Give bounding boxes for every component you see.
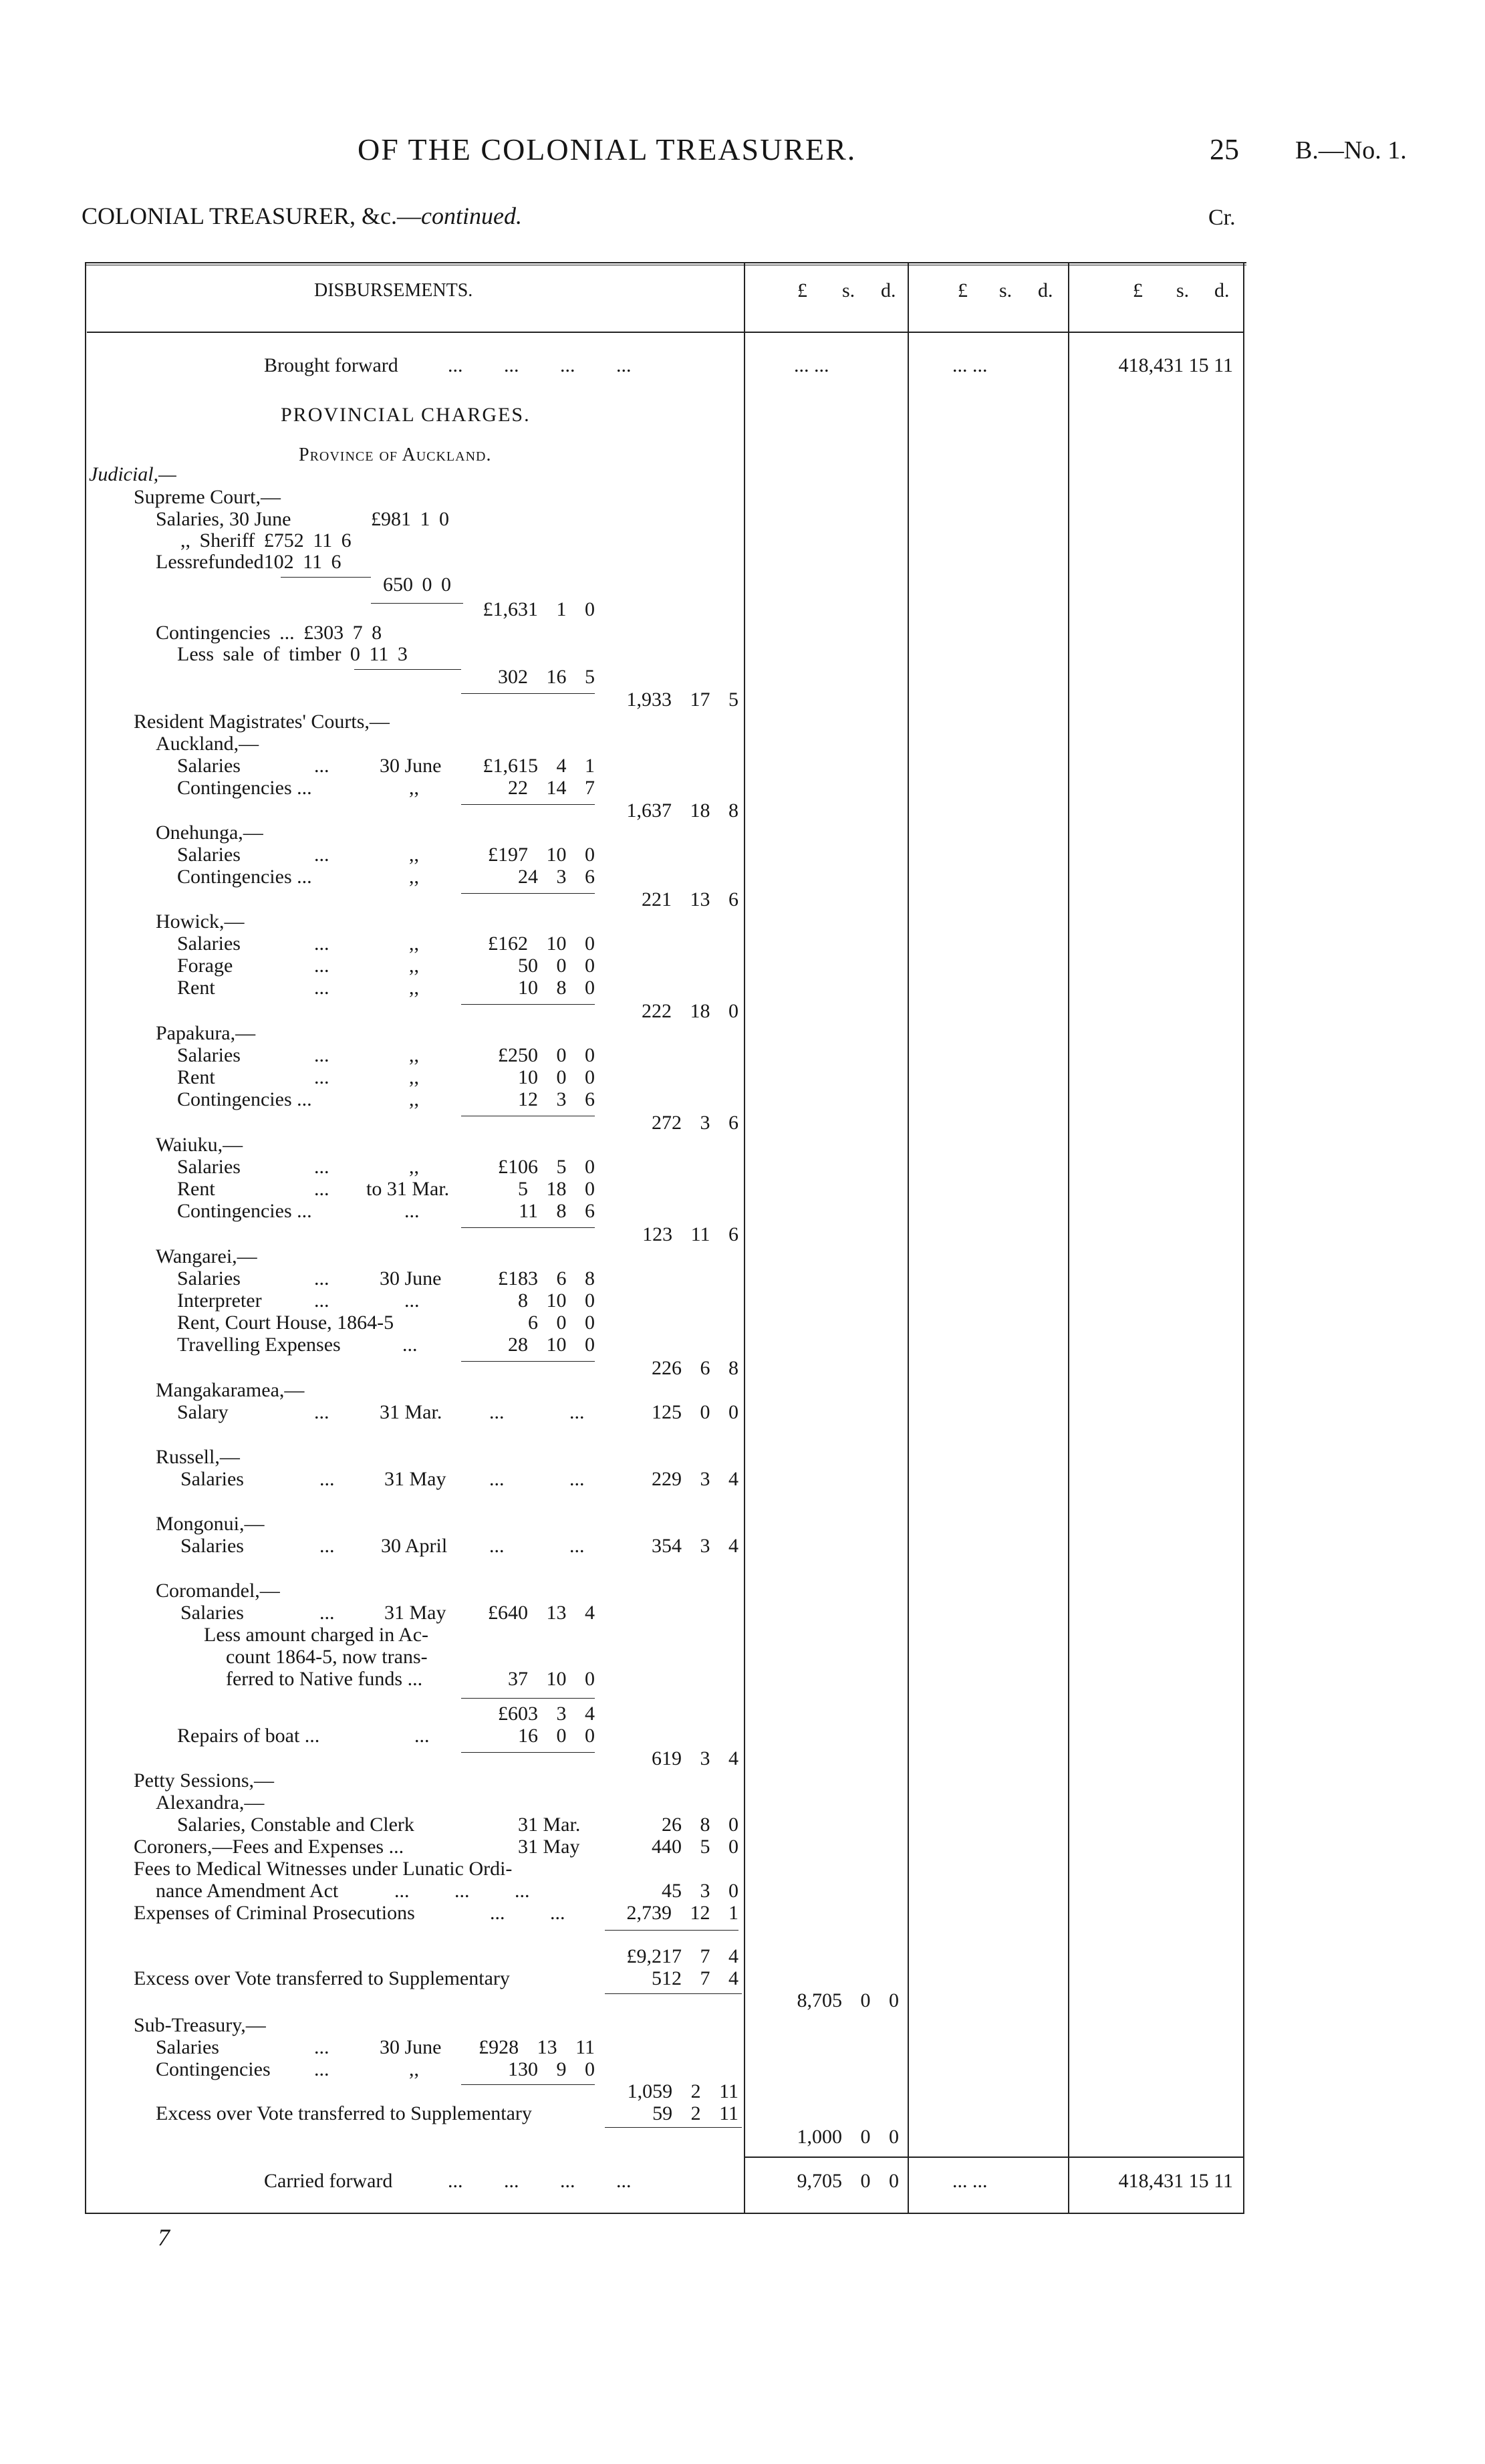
papakura-title: Papakura,—: [156, 1022, 256, 1044]
russell-title: Russell,—: [156, 1446, 240, 1468]
supreme-sheriff-net: 650 0 0: [383, 574, 451, 596]
criminal-prosecutions-label: Expenses of Criminal Prosecutions: [134, 1902, 415, 1924]
medical-witnesses-amount: 45 3 0: [662, 1880, 738, 1902]
rule: [461, 2084, 595, 2085]
waiuku-rent-label: Rent: [177, 1178, 215, 1200]
wangarei-interpreter-label: Interpreter: [177, 1289, 262, 1312]
col2-shillings-heading: s.: [999, 279, 1013, 301]
mangakaramea-salary-label: Salary: [177, 1401, 229, 1423]
brought-forward-col2: ... ...: [952, 354, 988, 376]
mangakaramea-salary-date: 31 Mar.: [380, 1401, 442, 1423]
subtreasury-title: Sub-Treasury,—: [134, 2014, 266, 2036]
waiuku-rent-dots: ...: [314, 1178, 329, 1200]
rule: [461, 1752, 595, 1753]
header-bottom-rule: [87, 332, 1244, 333]
russell-total: 229 3 4: [652, 1468, 738, 1490]
russell-dots: ... ...: [489, 1468, 585, 1490]
onehunga-salaries-label: Salaries: [177, 844, 241, 866]
provincial-charges-heading: PROVINCIAL CHARGES.: [281, 404, 531, 426]
column-divider-2: [908, 262, 909, 2214]
petty-sessions-title: Petty Sessions,—: [134, 1769, 275, 1792]
brought-forward-label: Brought forward: [264, 354, 398, 376]
col3-pence-heading: d.: [1214, 279, 1230, 301]
mongonui-dots: ... ...: [489, 1535, 585, 1557]
rule: [281, 577, 371, 578]
subtitle-text: COLONIAL TREASURER, &c.—: [82, 203, 421, 229]
onehunga-title: Onehunga,—: [156, 822, 263, 844]
coromandel-less-line-2: count 1864-5, now trans-: [226, 1646, 428, 1668]
mangakaramea-total: 125 0 0: [652, 1401, 738, 1423]
mangakaramea-salary-dots: ...: [314, 1401, 329, 1423]
col2-pence-heading: d.: [1038, 279, 1053, 301]
rm-courts-title: Resident Magistrates' Courts,—: [134, 711, 390, 733]
rule: [605, 2127, 742, 2128]
russell-salaries-label: Salaries: [180, 1468, 244, 1490]
mangakaramea-dots: ... ...: [489, 1401, 585, 1423]
papakura-rent-amount: 10 0 0: [518, 1066, 595, 1088]
howick-forage-label: Forage: [177, 955, 233, 977]
papakura-contingencies-label: Contingencies ...: [177, 1088, 312, 1110]
brought-forward-dots: ... ... ... ...: [448, 354, 632, 376]
wangarei-salaries-amount: £183 6 8: [498, 1267, 595, 1289]
mongonui-title: Mongonui,—: [156, 1513, 265, 1535]
howick-forage-dots: ...: [314, 955, 329, 977]
judicial-heading: Judicial,—: [89, 463, 176, 485]
wangarei-interpreter-date: ...: [404, 1289, 420, 1312]
subtreasury-salaries-dots: ...: [314, 2036, 329, 2058]
rule: [461, 1698, 595, 1699]
wangarei-travel-amount: 28 10 0: [508, 1334, 595, 1356]
waiuku-salaries-date: ,,: [409, 1156, 419, 1178]
coromandel-less-line-1: Less amount charged in Ac-: [204, 1624, 429, 1646]
howick-forage-date: ,,: [409, 955, 419, 977]
coromandel-repairs-label: Repairs of boat ...: [177, 1725, 320, 1747]
rule: [461, 1227, 595, 1228]
papakura-contingencies-amount: 12 3 6: [518, 1088, 595, 1110]
subtreasury-excess-label: Excess over Vote transferred to Supplementary: [156, 2102, 532, 2124]
coromandel-salaries-dots: ...: [319, 1602, 335, 1624]
judicial-excess-amount: 512 7 4: [652, 1967, 738, 1989]
disbursements-heading: DISBURSEMENTS.: [314, 280, 473, 301]
col2-pounds-heading: £: [958, 279, 968, 301]
russell-salaries-date: 31 May: [384, 1468, 446, 1490]
auckland-salaries-amount: £1,615 4 1: [483, 755, 595, 777]
subtreasury-salaries-label: Salaries: [156, 2036, 219, 2058]
wangarei-interpreter-amount: 8 10 0: [518, 1289, 595, 1312]
auckland-total: 1,637 18 8: [626, 799, 738, 822]
signature-mark: 7: [158, 2224, 170, 2251]
subtreasury-sum: 1,059 2 11: [627, 2080, 738, 2102]
howick-salaries-dots: ...: [314, 933, 329, 955]
subtreasury-contingencies-date: ,,: [409, 2058, 419, 2080]
rule: [461, 1361, 595, 1362]
wangarei-salaries-label: Salaries: [177, 1267, 241, 1289]
howick-salaries-label: Salaries: [177, 933, 241, 955]
rule: [461, 1004, 595, 1005]
coromandel-salaries-label: Salaries: [180, 1602, 244, 1624]
mangakaramea-title: Mangakaramea,—: [156, 1379, 305, 1401]
papakura-rent-label: Rent: [177, 1066, 215, 1088]
mongonui-total: 354 3 4: [652, 1535, 738, 1557]
col3-pounds-heading: £: [1133, 279, 1143, 301]
papakura-total: 272 3 6: [652, 1112, 738, 1134]
howick-rent-date: ,,: [409, 977, 419, 999]
column-divider-1: [744, 262, 745, 2214]
coroners-date: 31 May: [518, 1836, 580, 1858]
auckland-salaries-dots: ...: [314, 755, 329, 777]
onehunga-contingencies-label: Contingencies ...: [177, 866, 312, 888]
wangarei-travel-dots: ...: [402, 1334, 418, 1356]
howick-rent-amount: 10 8 0: [518, 977, 595, 999]
auckland-title: Auckland,—: [156, 733, 259, 755]
rule: [605, 1930, 738, 1931]
waiuku-salaries-dots: ...: [314, 1156, 329, 1178]
wangarei-salaries-date: 30 June: [380, 1267, 442, 1289]
howick-salaries-amount: £162 10 0: [488, 933, 595, 955]
supreme-contingencies-net: 302 16 5: [498, 666, 595, 688]
rule: [461, 804, 595, 805]
wangarei-travel-label: Travelling Expenses: [177, 1334, 341, 1356]
province-heading: Province of Auckland.: [299, 445, 492, 465]
constable-clerk-label: Salaries, Constable and Clerk: [177, 1814, 414, 1836]
subtreasury-net-total: 1,000 0 0: [797, 2126, 899, 2148]
carried-forward-rule: [744, 2157, 1244, 2158]
coromandel-less-line-3: ferred to Native funds ...: [226, 1668, 423, 1690]
auckland-contingencies-label: Contingencies ...: [177, 777, 312, 799]
criminal-prosecutions-dots: ... ...: [490, 1902, 565, 1924]
carried-forward-col1: 9,705 0 0: [797, 2170, 899, 2192]
waiuku-salaries-amount: £106 5 0: [498, 1156, 595, 1178]
coromandel-less-amount: 37 10 0: [508, 1668, 595, 1690]
waiuku-total: 123 11 6: [642, 1223, 738, 1245]
table-left-border: [85, 262, 86, 2214]
auckland-salaries-label: Salaries: [177, 755, 241, 777]
subtreasury-contingencies-dots: ...: [314, 2058, 329, 2080]
wangarei-rent-amount: 6 0 0: [528, 1312, 595, 1334]
document-reference: B.—No. 1.: [1295, 136, 1407, 164]
waiuku-title: Waiuku,—: [156, 1134, 243, 1156]
supreme-salaries-subtotal: £1,631 1 0: [483, 598, 595, 620]
coromandel-salaries-date: 31 May: [384, 1602, 446, 1624]
medical-witnesses-line-1: Fees to Medical Witnesses under Lunatic Ordi-: [134, 1858, 513, 1880]
carried-forward-total: 418,431 15 11: [1118, 2170, 1233, 2192]
credit-side-label: Cr.: [1208, 205, 1236, 230]
supreme-contingencies: Contingencies ... £303 7 8: [156, 622, 382, 644]
rule: [461, 893, 595, 894]
wangarei-salaries-dots: ...: [314, 1267, 329, 1289]
auckland-contingencies-date: ,,: [409, 777, 419, 799]
howick-salaries-date: ,,: [409, 933, 419, 955]
howick-rent-label: Rent: [177, 977, 215, 999]
rule: [605, 1993, 742, 1994]
brought-forward-total: 418,431 15 11: [1118, 354, 1233, 376]
coroners-label: Coroners,—Fees and Expenses ...: [134, 1836, 404, 1858]
alexandra-title: Alexandra,—: [156, 1792, 265, 1814]
waiuku-contingencies-amount: 11 8 6: [519, 1200, 595, 1222]
subtreasury-salaries-date: 30 June: [380, 2036, 442, 2058]
wangarei-total: 226 6 8: [652, 1357, 738, 1379]
onehunga-salaries-dots: ...: [314, 844, 329, 866]
page-number: 25: [1210, 133, 1239, 166]
onehunga-total: 221 13 6: [642, 888, 738, 910]
table-right-border: [1243, 262, 1244, 2214]
brought-forward-col1: ... ...: [794, 354, 829, 376]
page-title: OF THE COLONIAL TREASURER.: [358, 132, 857, 166]
coromandel-total: 619 3 4: [652, 1747, 738, 1769]
papakura-salaries-date: ,,: [409, 1044, 419, 1066]
coroners-amount: 440 5 0: [652, 1836, 738, 1858]
papakura-rent-date: ,,: [409, 1066, 419, 1088]
supreme-court-total: 1,933 17 5: [626, 689, 738, 711]
onehunga-contingencies-amount: 24 3 6: [518, 866, 595, 888]
howick-title: Howick,—: [156, 910, 245, 933]
col1-pounds-heading: £: [797, 279, 807, 301]
col1-pence-heading: d.: [881, 279, 896, 301]
judicial-sum: £9,217 7 4: [626, 1945, 738, 1967]
russell-salaries-dots: ...: [319, 1468, 335, 1490]
waiuku-rent-amount: 5 18 0: [518, 1178, 595, 1200]
column-divider-3: [1068, 262, 1069, 2214]
supreme-sheriff-line: ,, Sheriff £752 11 6: [180, 529, 352, 551]
coromandel-repairs-amount: 16 0 0: [518, 1725, 595, 1747]
howick-rent-dots: ...: [314, 977, 329, 999]
col3-shillings-heading: s.: [1176, 279, 1190, 301]
waiuku-rent-date: to 31 Mar.: [366, 1178, 450, 1200]
mongonui-salaries-dots: ...: [319, 1535, 335, 1557]
supreme-less-refunded: Lessrefunded102 11 6: [156, 551, 342, 573]
waiuku-contingencies-date: ...: [404, 1200, 420, 1222]
coromandel-title: Coromandel,—: [156, 1580, 280, 1602]
carried-forward-dots: ... ... ... ...: [448, 2170, 632, 2192]
papakura-salaries-label: Salaries: [177, 1044, 241, 1066]
waiuku-contingencies-label: Contingencies ...: [177, 1200, 312, 1222]
carried-forward-label: Carried forward: [264, 2170, 393, 2192]
criminal-prosecutions-amount: 2,739 12 1: [626, 1902, 738, 1924]
subtitle-continued: continued.: [421, 203, 522, 229]
carried-forward-col2: ... ...: [952, 2170, 988, 2192]
table-bottom-rule: [85, 2213, 1244, 2214]
rule: [461, 693, 595, 694]
constable-clerk-amount: 26 8 0: [662, 1814, 738, 1836]
supreme-salaries-label: Salaries, 30 June: [156, 508, 291, 530]
auckland-salaries-date: 30 June: [380, 755, 442, 777]
judicial-excess-label: Excess over Vote transferred to Supplementary: [134, 1967, 510, 1989]
subtreasury-salaries-amount: £928 13 11: [479, 2036, 595, 2058]
wangarei-interpreter-dots: ...: [314, 1289, 329, 1312]
section-subtitle: [82, 202, 522, 230]
auckland-contingencies-amount: 22 14 7: [508, 777, 595, 799]
supreme-salaries-amount: £981 1 0: [371, 508, 449, 530]
col1-shillings-heading: s.: [842, 279, 855, 301]
howick-forage-amount: 50 0 0: [518, 955, 595, 977]
rule: [371, 603, 463, 604]
papakura-contingencies-date: ,,: [409, 1088, 419, 1110]
constable-clerk-date: 31 Mar.: [518, 1814, 581, 1836]
papakura-salaries-amount: £250 0 0: [498, 1044, 595, 1066]
onehunga-salaries-date: ,,: [409, 844, 419, 866]
coromandel-net-amount: £603 3 4: [498, 1703, 595, 1725]
papakura-salaries-dots: ...: [314, 1044, 329, 1066]
subtreasury-contingencies-amount: 130 9 0: [508, 2058, 595, 2080]
waiuku-salaries-label: Salaries: [177, 1156, 241, 1178]
judicial-net-total: 8,705 0 0: [797, 1989, 899, 2011]
coromandel-salaries-amount: £640 13 4: [488, 1602, 595, 1624]
subtreasury-contingencies-label: Contingencies: [156, 2058, 271, 2080]
onehunga-contingencies-date: ,,: [409, 866, 419, 888]
papakura-rent-dots: ...: [314, 1066, 329, 1088]
subtreasury-excess-amount: 59 2 11: [652, 2102, 738, 2124]
mongonui-salaries-label: Salaries: [180, 1535, 244, 1557]
supreme-less-timber: Less sale of timber 0 11 3: [177, 643, 408, 665]
howick-total: 222 18 0: [642, 1000, 738, 1022]
wangarei-rent-label: Rent, Court House, 1864-5: [177, 1312, 394, 1334]
medical-witnesses-dots: ... ... ...: [394, 1880, 530, 1902]
wangarei-title: Wangarei,—: [156, 1245, 257, 1267]
mongonui-salaries-date: 30 April: [381, 1535, 448, 1557]
onehunga-salaries-amount: £197 10 0: [488, 844, 595, 866]
medical-witnesses-line-2: nance Amendment Act: [156, 1880, 339, 1902]
coromandel-repairs-dots: ...: [414, 1725, 430, 1747]
rule: [354, 669, 461, 670]
supreme-court-title: Supreme Court,—: [134, 486, 281, 508]
table-top-rule: [85, 262, 1246, 263]
